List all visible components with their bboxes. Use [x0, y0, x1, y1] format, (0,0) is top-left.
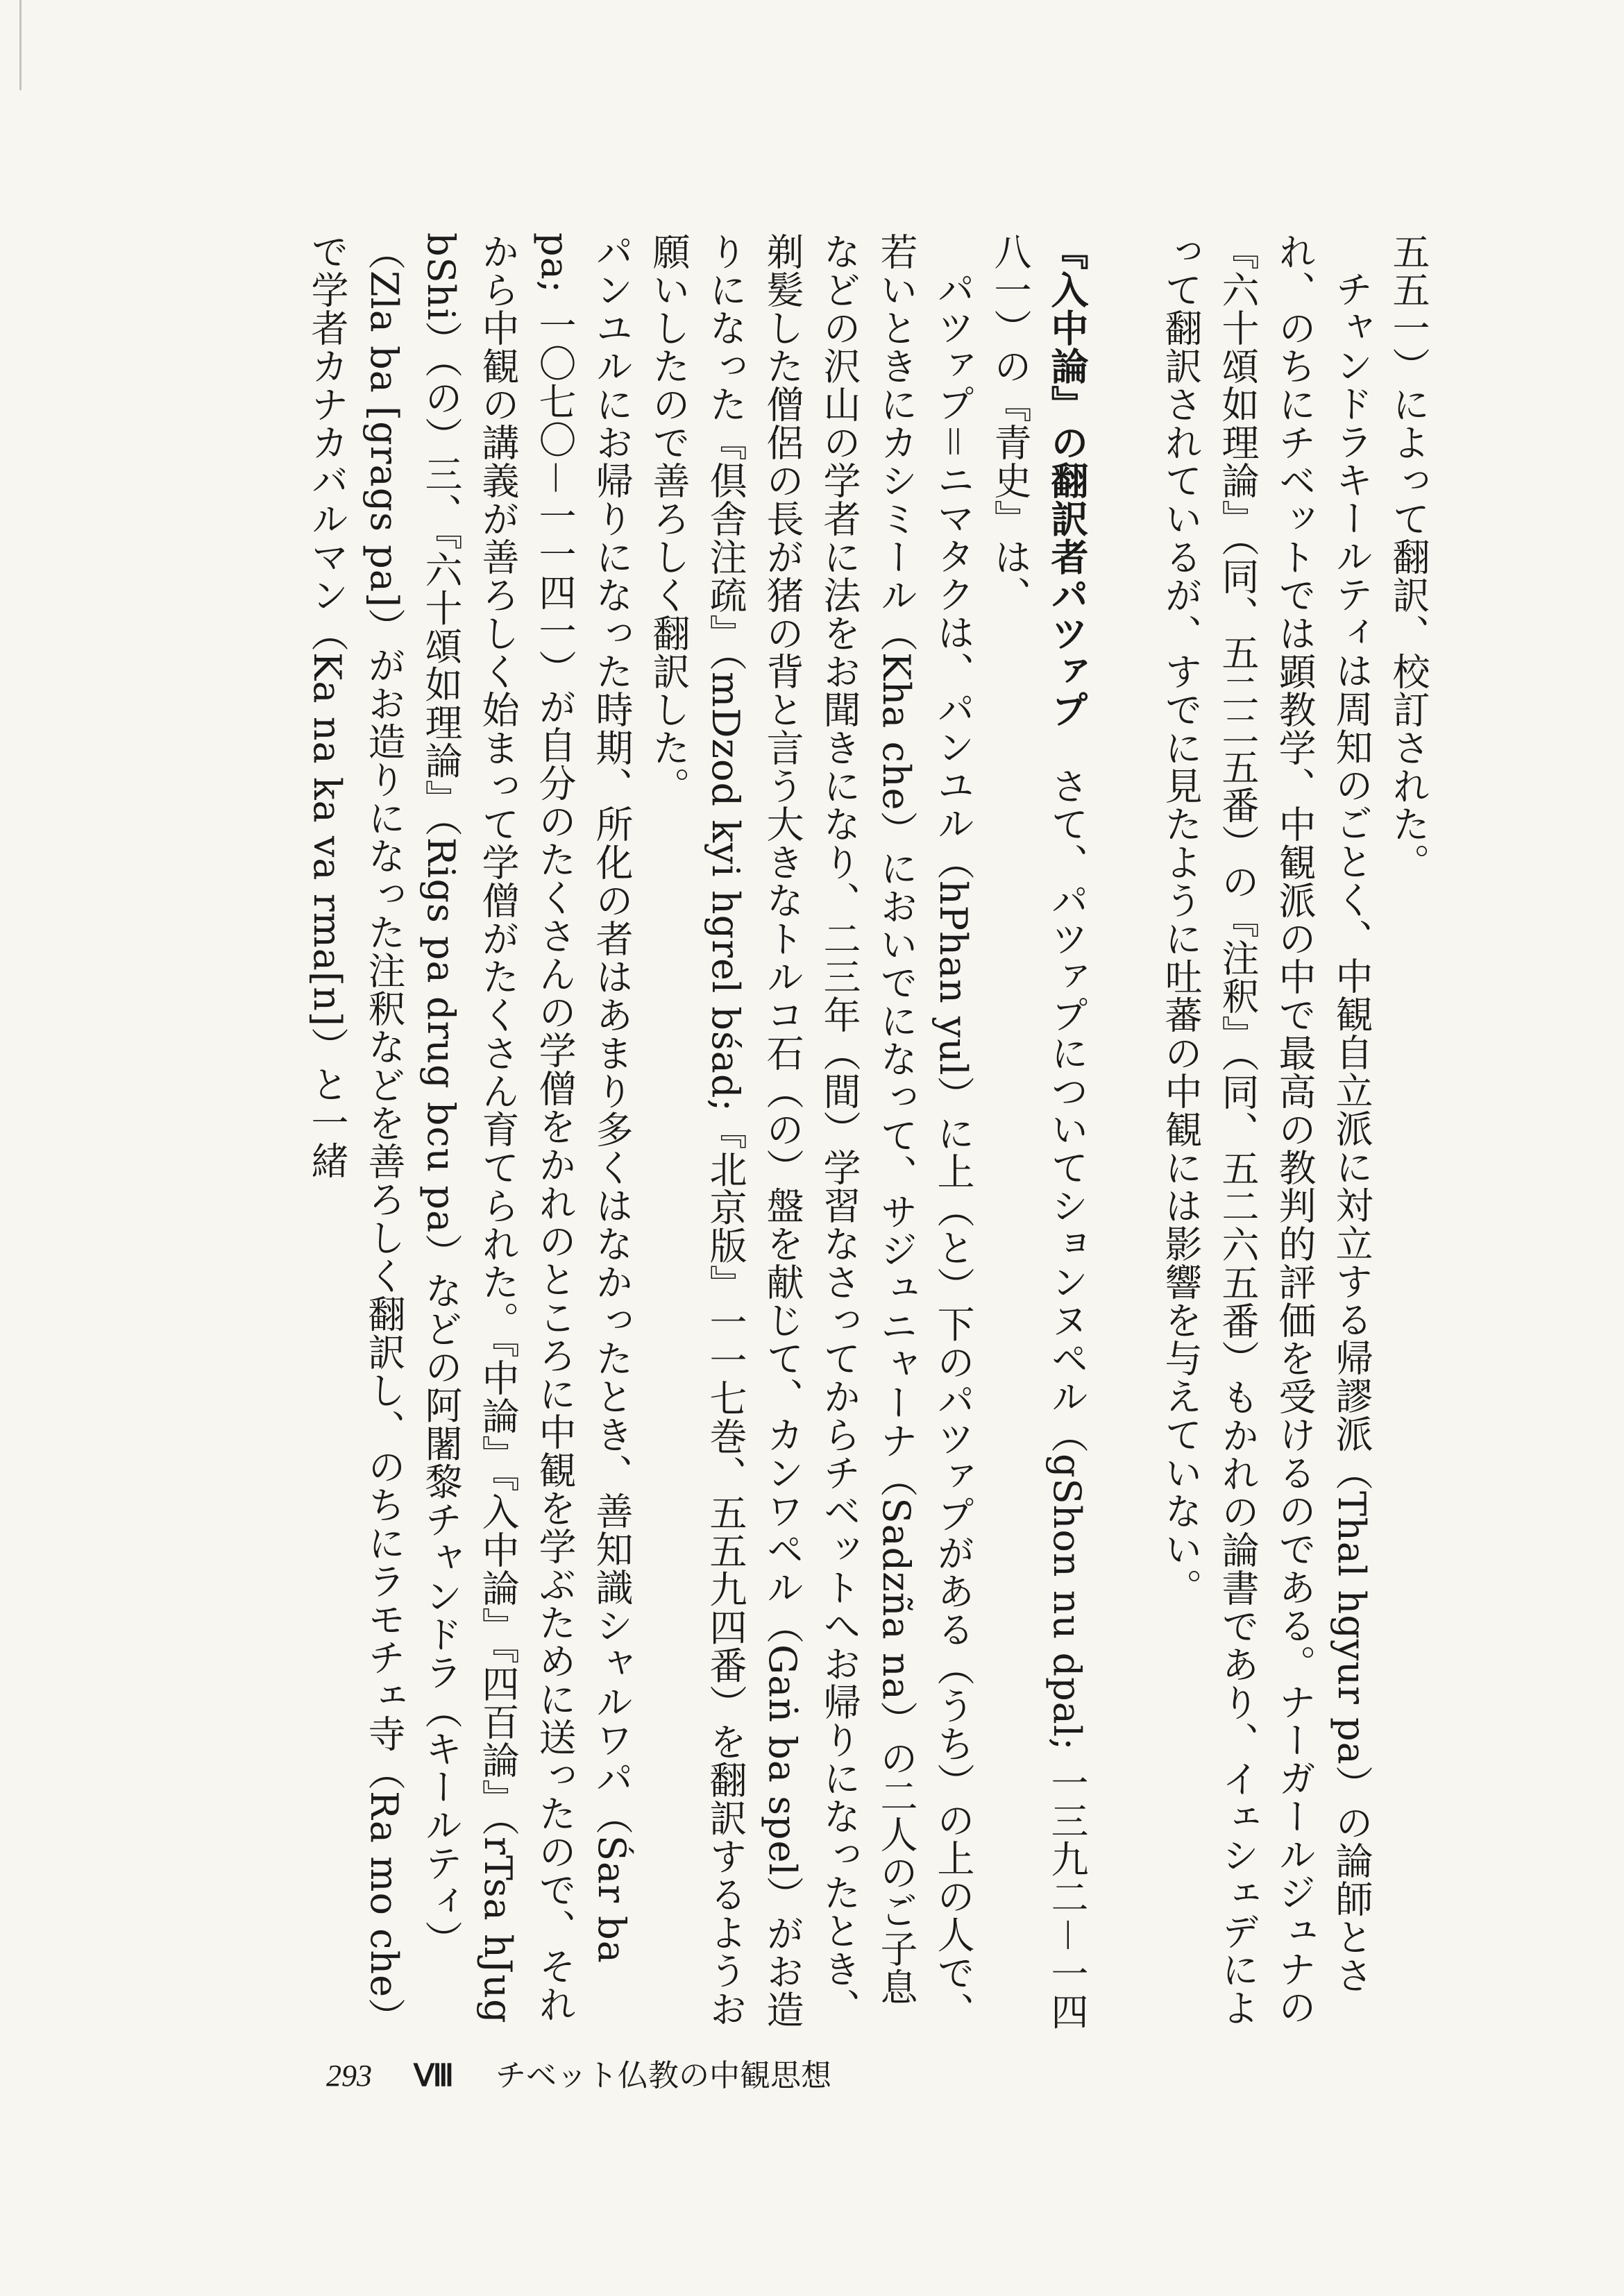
section-heading: 『入中論』の翻訳者パツァプ	[1045, 232, 1089, 729]
paragraph-chandrakirti: チャンドラキールティは周知のごとく、中観自立派に対立する帰謬派（Thal hgyur pa）の論師とされ、のちにチベットでは顕教学、中観派の中で最高の教判的評価を受けるのである。ナーガールジュナの『六十頌如理論』（同、五二二五番）の『注釈』（同、五二六五番）もかれの論書であり、イェシェデによって翻訳されているが、すでに見たように吐蕃の中観には影響を与えていない。	[1159, 232, 1373, 2027]
chapter-number: Ⅷ	[414, 2059, 454, 2093]
section-heading-line	[981, 232, 1095, 2036]
quote-paragraph-penyul: パンユルにお帰りになった時期、所化の者はあまり多くはなかったとき、善知識シャルワパ（Śar ba pa; 一〇七〇－一一四一）が自分のたくさんの学僧をかれのところに中観を学ぶために送ったので、それから中観の講義が善ろしく始まって学僧がたくさん育てられた。『中論』『入中論』『四百論』（rTsa hJug bShi）（の）三、『六十頌如理論』（Rigs pa drug bcu pa）などの阿闍黎チャンドラ（キールティ）（Zla ba [grags pa]）がお造りになった注釈などを善ろしく翻訳し、のちにラモチェ寺（Ra mo che）で学者カナカバルマン（Ka na ka va rma[n]）と一緒	[305, 232, 634, 2036]
paragraph-continuation: 五五一）によって翻訳、校訂された。	[1387, 232, 1430, 881]
section-lead-text: さて、パツァプについてションヌペル（gShon nu dpal; 一三九二－一四八一）の『青史』は、	[988, 232, 1089, 2031]
page-footer	[326, 2050, 831, 2095]
quote-paragraph-patsap: パツァプ＝ニマタクは、パンユル（hPhan yul）に上（と）下のパツァプがある（うち）の上の人で、若いときにカシミール（Kha che）においでになって、サジュニャーナ（Sadzña na）の二人のご子息などの沢山の学者に法をお聞きになり、二三年（間）学習なさってからチベットへお帰りになったとき、剃髪した僧侶の長が猪の背と言う大きなトルコ石（の）盤を献じて、カンワペル（Gaṅ ba spel）がお造りになった『倶舎注疏』（mDzod kyi hgrel bśad;『北京版』一一七巻、五五九四番）を翻訳するようお願いしたので善ろしく翻訳した。	[647, 232, 975, 2030]
chapter-title: チベット仏教の中観思想	[495, 2058, 831, 2093]
page-body	[298, 232, 1437, 2036]
page-number: 293	[326, 2059, 372, 2093]
scan-edge-mark	[19, 0, 22, 90]
